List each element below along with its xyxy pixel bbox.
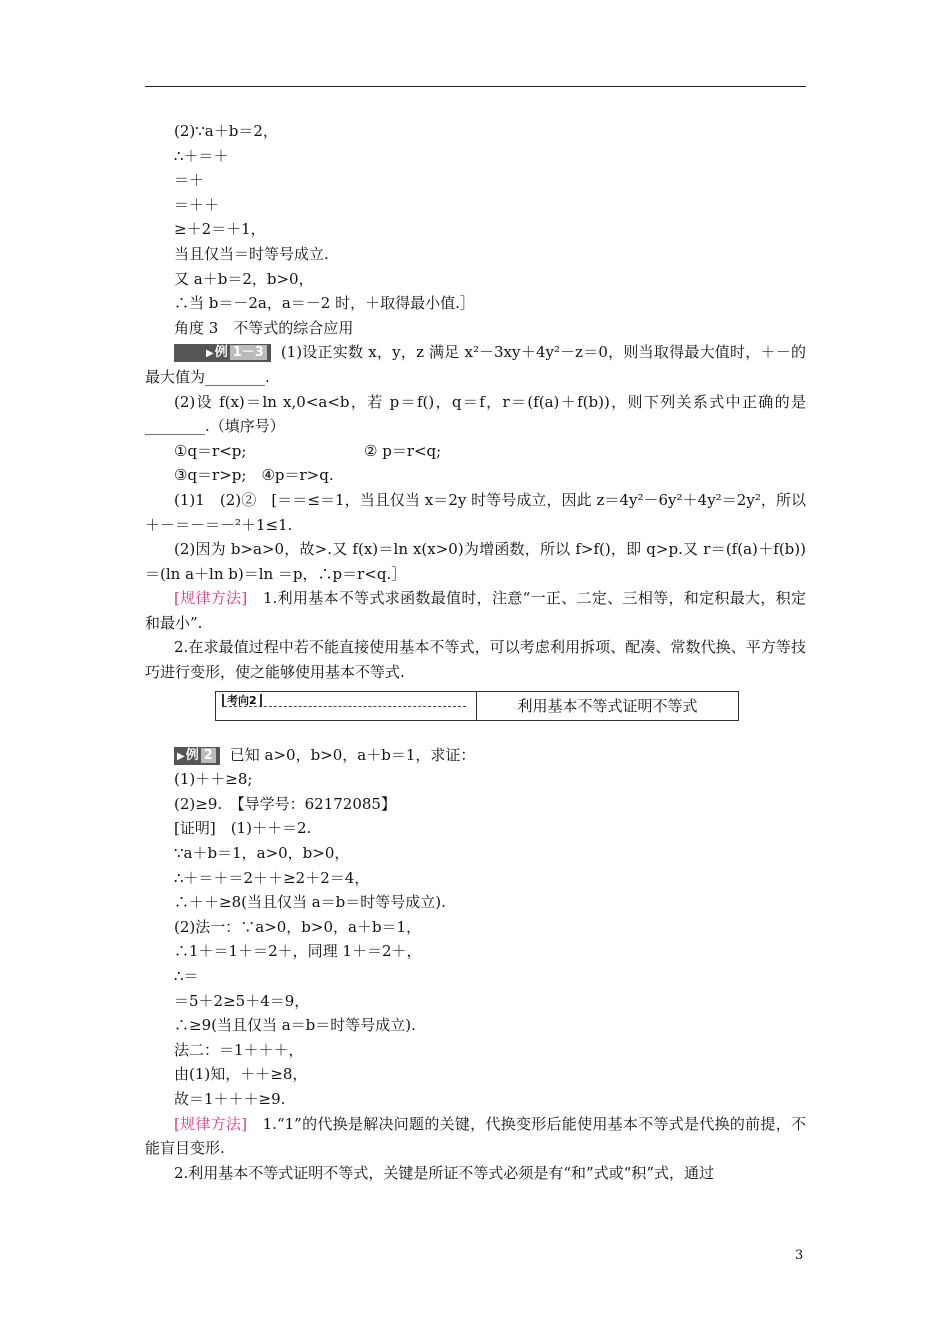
- options-row: [145, 439, 806, 464]
- text-line: ＝＋＋: [174, 195, 220, 214]
- text-line: ∴＋＝＋＝2＋＋≥2＋2＝4，: [174, 868, 370, 887]
- text-line: ∵a＋b＝1，a>0，b>0，: [174, 844, 350, 863]
- text-line: (2)≥9. 【导学号：62172085】: [174, 794, 396, 813]
- kaoxiang-title: 利用基本不等式证明不等式: [517, 696, 698, 715]
- text-line: ∴＝: [174, 967, 199, 985]
- answer-2: (2)因为 b>a>0，故>.又 f(x)＝ln x(x>0)为增函数，所以 f>f()，即 q>p.又 r＝(f(a)＋f(b))＝(ln a＋ln b)＝ln ＝p，∴p＝r<q.］: [145, 540, 806, 583]
- text-line: [证明] (1)＋＋＝2.: [174, 819, 312, 838]
- method-label: [规律方法]: [174, 589, 248, 608]
- example-tag: ▶例 1－3: [174, 344, 271, 362]
- header-rule: [145, 86, 806, 87]
- example-1-3-q2: (2)设 f(x)＝ln x,0<a<b，若 p＝f()，q＝f，r＝(f(a)＋f(b))，则下列关系式中正确的是________.（填序号）: [145, 392, 806, 436]
- method-1-p2: 2.在求最值过程中若不能直接使用基本不等式，可以考虑利用拆项、配凑、常数代换、平方等技巧进行变形，使之能够使用基本不等式.: [145, 638, 806, 682]
- section-heading: 角度 3 不等式的综合应用: [174, 318, 354, 337]
- triangle-icon: ▶: [177, 750, 185, 762]
- kaoxiang-label-cell: [216, 692, 477, 720]
- kaoxiang-box: [215, 691, 739, 721]
- example-2-stem: ▶例 2 已知 a>0，b>0，a＋b＝1，求证：: [145, 743, 806, 768]
- text-line: ∴1＋＝1＋＝2＋，同理 1＋＝2＋，: [174, 942, 422, 961]
- text-line: 法二：＝1＋＋＋，: [174, 1040, 304, 1059]
- method-2-p1: [规律方法] 1.“1”的代换是解决问题的关键，代换变形后能使用基本不等式是代换的前提，不能盲目变形.: [145, 1114, 806, 1158]
- page-number: 3: [795, 1248, 804, 1263]
- method-1-p1: [规律方法] 1.利用基本不等式求函数最值时，注意“一正、二定、三相等，和定积最大，积定和最小”.: [145, 589, 806, 632]
- text-line: 又 a＋b＝2，b>0，: [174, 269, 314, 288]
- method-label: [规律方法]: [174, 1114, 248, 1133]
- method-2-p2: 2.利用基本不等式证明不等式，关键是所证不等式必须是有“和”式或“积”式，通过: [174, 1163, 714, 1182]
- answer-1: (1)1 (2)② [＝＝≤＝1，当且仅当 x＝2y 时等号成立，因此 z＝4y²－6y²＋4y²＝2y²，所以＋－＝－＝－²＋1≤1.: [145, 490, 806, 534]
- example-tag: ▶例 2: [174, 747, 220, 765]
- text-line: ＝5＋2≥5＋4＝9，: [174, 991, 310, 1010]
- text-line: 当且仅当＝时等号成立.: [174, 244, 329, 263]
- text-line: (2)∵a＋b＝2，: [174, 122, 278, 140]
- text-line: ＝＋: [174, 171, 205, 190]
- text-line: 故＝1＋＋＋≥9.: [174, 1089, 286, 1108]
- text-line: ∴≥9(当且仅当 a＝b＝时等号成立).: [174, 1016, 416, 1035]
- page-body: [145, 119, 806, 1185]
- option-2: ② p＝r<q;: [364, 441, 442, 460]
- triangle-icon: ▶: [206, 348, 214, 360]
- option-1: ①q＝r<p;: [174, 441, 247, 460]
- example-1-3-q1: ▶例 1－3 (1)设正实数 x，y，z 满足 x²－3xy＋4y²－z＝0，则当取得最大值时，＋－的最大值为________.: [145, 343, 806, 386]
- text-line: ∴＋＋≥8(当且仅当 a＝b＝时等号成立).: [174, 893, 446, 912]
- kaoxiang-label: 考向2: [222, 694, 262, 707]
- text-line: ≥＋2＝＋1，: [174, 220, 266, 239]
- options-row-2: ③q＝r>p; ④p＝r>q.: [174, 466, 334, 485]
- text-line: (2)法一：∵a>0，b>0，a＋b＝1，: [174, 917, 422, 936]
- text-line: ∴＋＝＋: [174, 146, 229, 165]
- text-line: (1)＋＋≥8;: [174, 770, 253, 789]
- text-line: ∴当 b＝－2a，a＝－2 时，＋取得最小值.］: [174, 294, 475, 313]
- dashed-divider: [224, 706, 466, 707]
- text-line: 由(1)知，＋＋≥8，: [174, 1065, 308, 1084]
